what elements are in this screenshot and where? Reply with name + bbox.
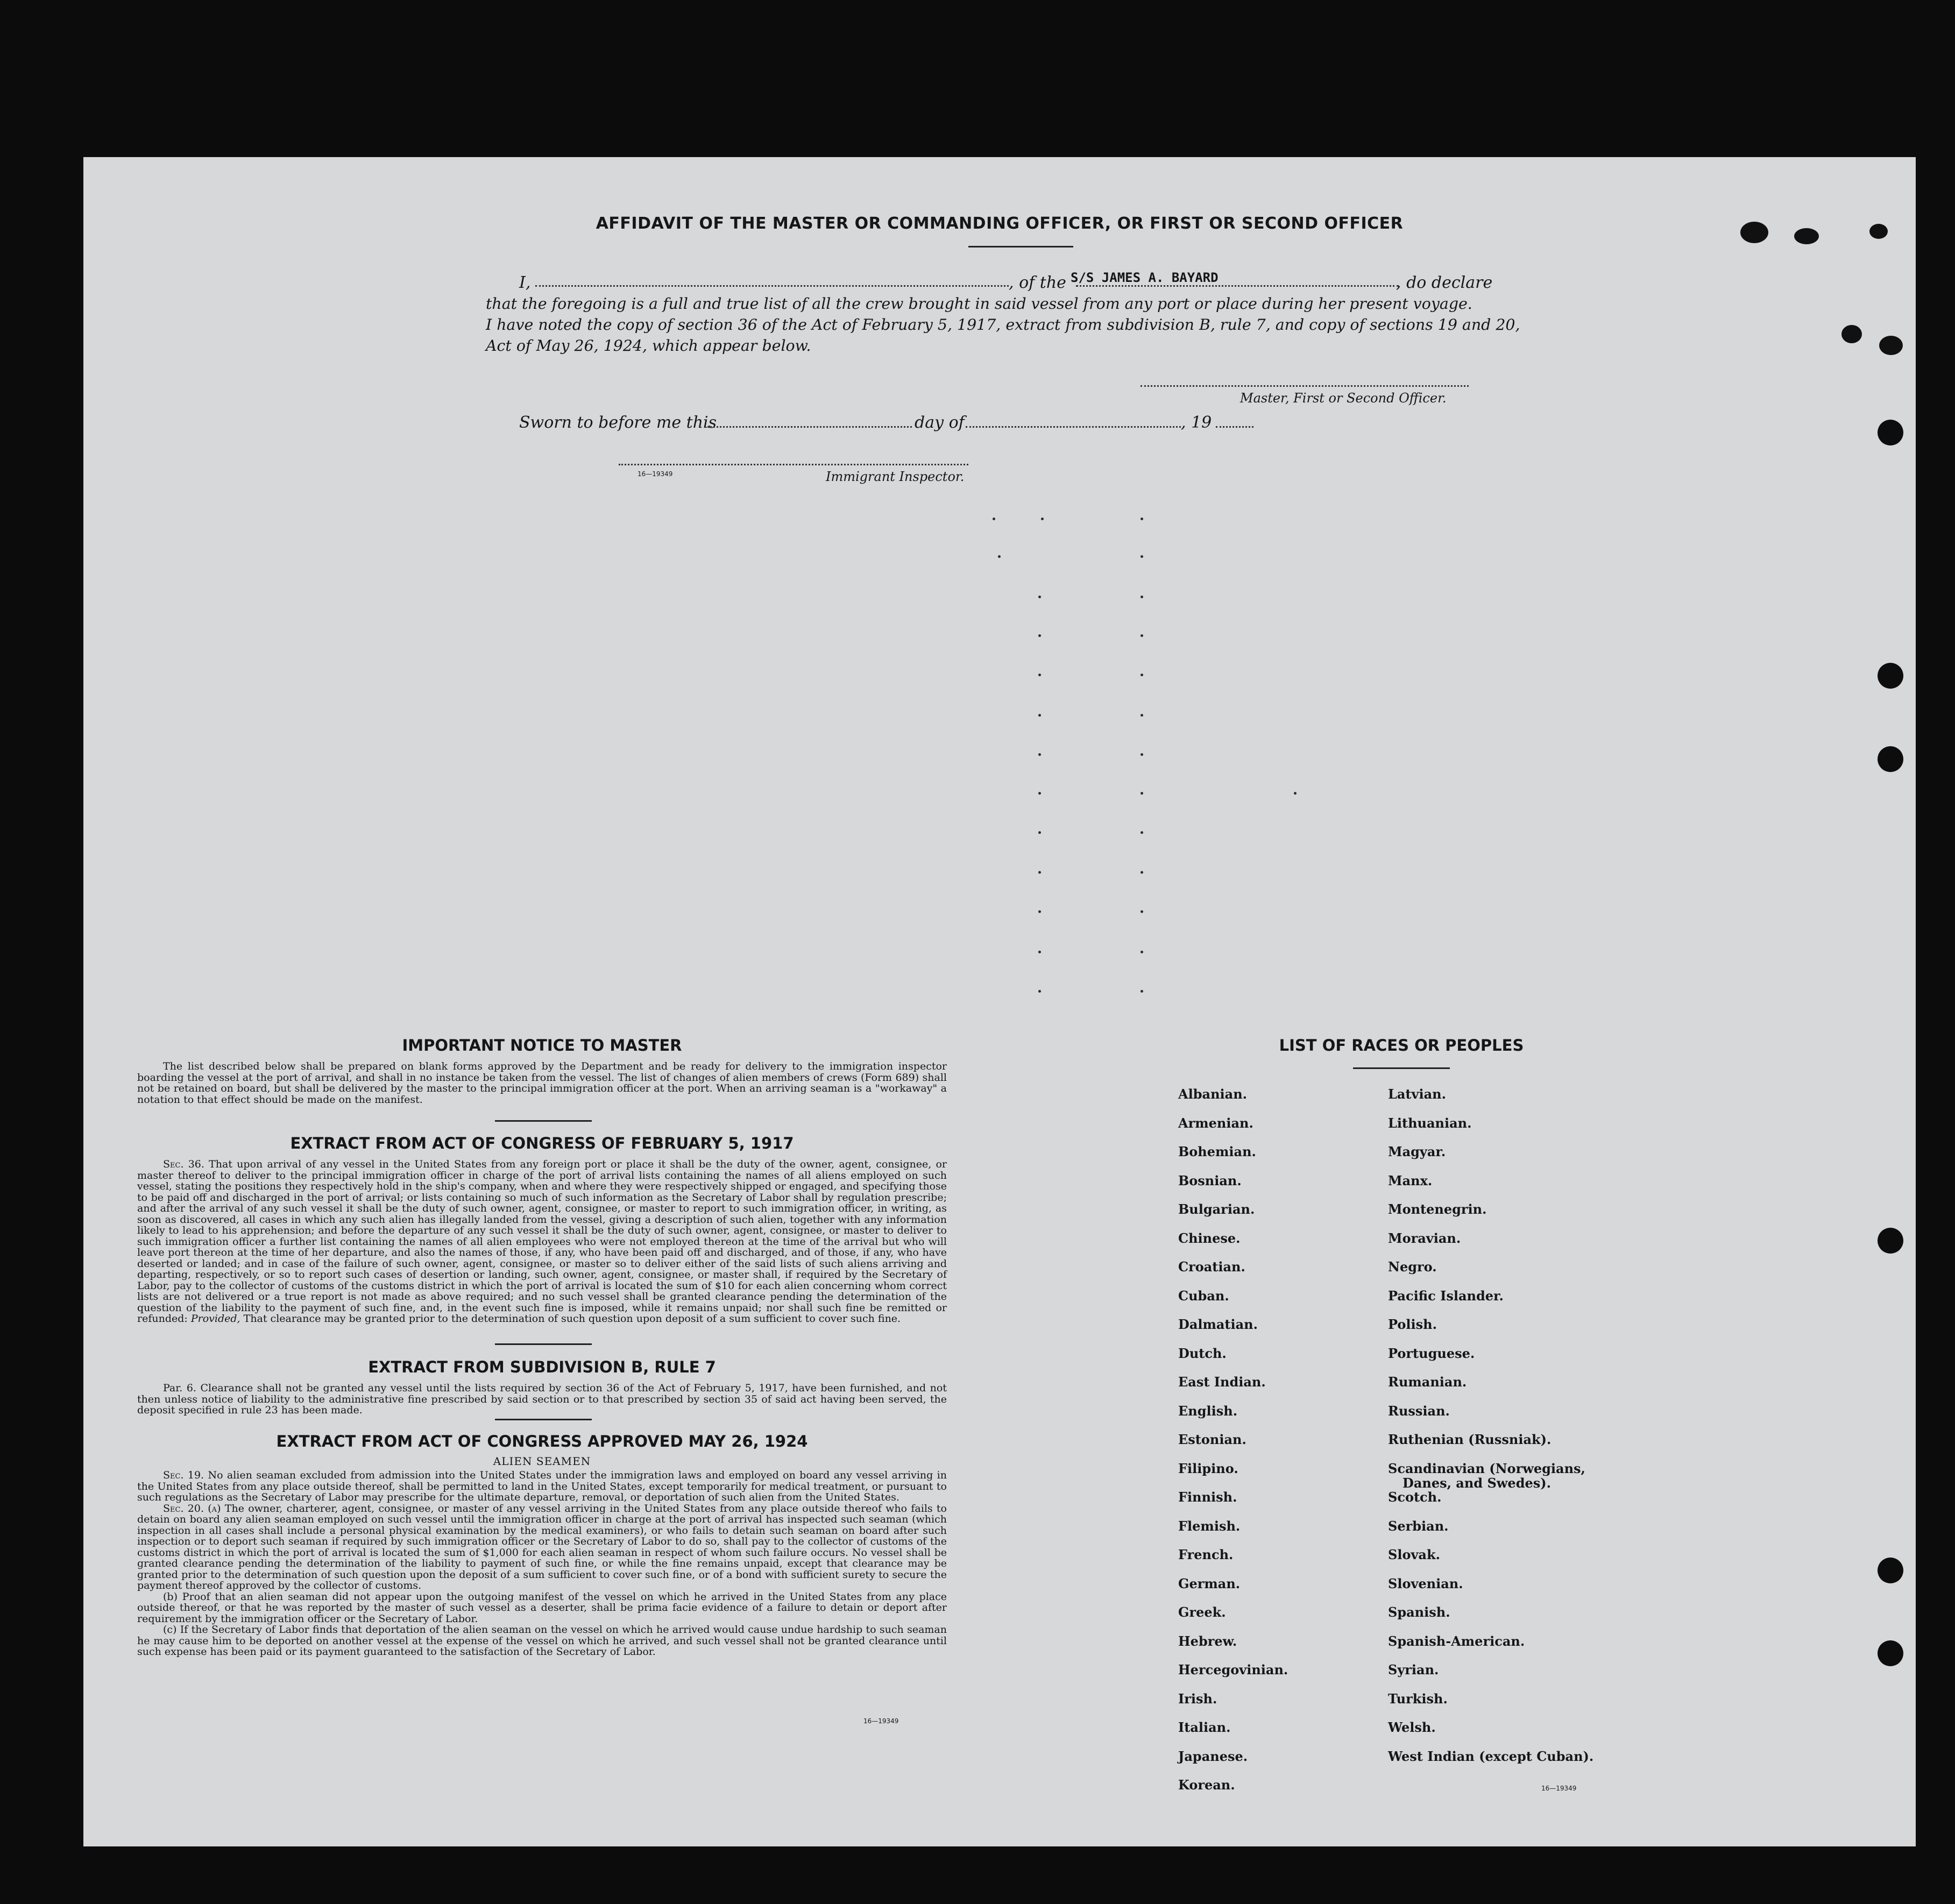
sworn-text: Sworn to before me this (519, 413, 717, 432)
stray-dot (1141, 518, 1143, 520)
stray-dot (993, 518, 995, 520)
race-item: Scotch. (1388, 1489, 1442, 1505)
race-item: Slovak. (1388, 1547, 1440, 1562)
section-rule (495, 1343, 592, 1345)
race-item: Turkish. (1388, 1690, 1448, 1707)
race-scandinavian-continued: Danes, and Swedes). (1402, 1475, 1551, 1491)
stray-dot (1038, 910, 1041, 913)
race-item: Bohemian. (1178, 1144, 1256, 1159)
races-rule (1353, 1067, 1450, 1069)
race-item: Montenegrin. (1388, 1201, 1487, 1217)
race-item: Hercegovinian. (1178, 1662, 1288, 1677)
race-item: Dalmatian. (1178, 1316, 1258, 1332)
sec-19 (137, 1470, 947, 1503)
sec-36-label: Sec. 36. (163, 1158, 204, 1170)
sec-19-text: No alien seaman excluded from admission into the United States under the immigration laws and employed on board any vessel arriving in the United States from any place outside thereof, shall be permitted to land in the United States, except temporarily for medical treatment, or pursuant to such regulations as the Secretary of Labor may prescribe for the ultimate departure, removal, or deportation of such alien from the United States. (137, 1469, 947, 1503)
stray-dot (1141, 871, 1143, 874)
inspector-signature-line[interactable] (619, 464, 968, 465)
stray-dot (1041, 518, 1044, 520)
rule-7-body: Par. 6. Clearance shall not be granted any vessel until the lists required by section 36 of the Act of February 5, 1917, have been furnished, and not then unless notice of liability to the administrative fine prescribed by said section or to that prescribed by section 35 of said act having been served, the deposit specified in rule 23 has been made. (137, 1382, 947, 1416)
race-item: Hebrew. (1178, 1633, 1237, 1649)
stray-dot (1038, 634, 1041, 637)
section-rule (495, 1419, 592, 1420)
binder-hole (1878, 1558, 1903, 1583)
sec-36-text: That upon arrival of any vessel in the United States from any foreign port or place it shall be the duty of the owner, agent, consignee, or master thereof to deliver to the principal immigration officer in charge of the port of arrival lists containing the names of all aliens employed on such vessel, stating the positions they respectively hold in the ship's company, when and where they were respectively shipped or engaged, and specifying those to be paid off and discharged in the port of arrival; or lists containing so much of such information as the Secretary of Labor shall by regulation prescribe; and after the arrival of any such vessel it shall be the duty of such owner, agent, consignee, or master to report to such immigration officer, in writing, as soon as discovered, all cases in which any such alien has illegally landed from the vessel, giving a description of such alien, together with any information likely to lead to his apprehension; and before the departure of any such vessel it shall be the duty of such owner, agent, consignee, or master to deliver to such immigration officer a further list containing the names of all alien employees who were not employed thereon at the time of the arrival but who will leave port thereon at the time of her departure, and also the names of those, if any, who have been paid off and discharged, and of those, if any, who have deserted or landed; and in case of the failure of such owner, agent, consignee, or master so to deliver either of the said lists of such aliens arriving and departing, respectively, or so to report such cases of desertion or landing, such owner, agent, consignee, or master shall, if required by the Secretary of Labor, pay to the collector of customs of the customs district in which the port of arrival is located the sum of $10 for each alien concerning whom correct lists are not delivered or a true report is not made as above required; and no such vessel shall be granted clearance pending the determination of the question of the liability to the payment of such fine, and, in the event such fine is imposed, while it remains unpaid; nor shall such fine be remitted or refunded: (137, 1158, 947, 1325)
sec-20a (137, 1503, 947, 1591)
signature-label: Master, First or Second Officer. (1240, 391, 1447, 406)
affidavit-line-4: Act of May 26, 1924, which appear below. (486, 337, 811, 355)
race-item: Irish. (1178, 1690, 1217, 1707)
stray-dot (1141, 990, 1143, 993)
affidavit-of-the: , of the (1009, 273, 1066, 292)
race-item: Filipino. (1178, 1460, 1238, 1476)
affidavit-i: I, (519, 273, 531, 292)
inspector-label: Immigrant Inspector. (826, 469, 965, 484)
races-title: LIST OF RACES OR PEOPLES (1279, 1036, 1524, 1054)
stray-dot (1038, 674, 1041, 676)
race-item: Ruthenian (Russniak). (1388, 1432, 1552, 1447)
stray-dot (1141, 634, 1143, 637)
race-item: Bosnian. (1178, 1172, 1242, 1188)
binder-hole (1878, 1640, 1903, 1666)
stray-dot (1141, 910, 1143, 913)
race-item: Portuguese. (1388, 1345, 1475, 1361)
stray-dot (1141, 792, 1143, 795)
extract-1917-title: EXTRACT FROM ACT OF CONGRESS OF FEBRUARY 5, 1917 (290, 1134, 794, 1152)
race-item: Greek. (1178, 1604, 1226, 1620)
race-item: Russian. (1388, 1403, 1450, 1419)
stray-dot (1038, 753, 1041, 756)
sec-20c: (c) If the Secretary of Labor finds that deportation of the alien seaman on the vessel on which he arrived would cause undue hardship to such seaman he may cause him to be deported on another vessel at the expense of the vessel on which he arrived, and such vessel shall not be granted clearance until such expense has been paid or its payment guaranteed to the satisfaction of the Secretary of Labor. (137, 1624, 947, 1658)
vessel-name[interactable]: S/S JAMES A. BAYARD (1071, 270, 1219, 285)
sworn-day-field[interactable] (707, 426, 912, 428)
binder-hole (1878, 746, 1903, 772)
stray-dot (1038, 951, 1041, 953)
sec-20-label: Sec. 20. (a) (163, 1502, 221, 1514)
signature-line[interactable] (1141, 385, 1469, 387)
stray-dot (1141, 831, 1143, 834)
race-item: Latvian. (1388, 1086, 1446, 1102)
stray-dot (1141, 596, 1143, 598)
sec-20b: (b) Proof that an alien seaman did not appear upon the outgoing manifest of the vessel on which he arrived in the United States from any place outside thereof, or that he was reported by the master of such vessel as a deserter, shall be prima facie evidence of a failure to detain or deport after requirement by the immigration officer or the Secretary of Labor. (137, 1590, 947, 1625)
extract-1917-body (137, 1159, 947, 1325)
notice-body: The list described below shall be prepared on blank forms approved by the Department and be ready for delivery to the immigration inspector boarding the vessel at the port of arrival, and shall in no instance be taken from the vessel. The list of changes of alien members of crews (Form 689) shall not be retained on board, but shall be delivered by the master to the principal immigration officer at the port. When an arriving seaman is a "workaway" a notation to that effect should be made on the manifest. (137, 1060, 947, 1106)
stray-dot (998, 555, 1001, 558)
extract-1924-body (137, 1470, 947, 1658)
stray-dot (1038, 871, 1041, 874)
ink-blot (1841, 325, 1862, 343)
race-item: Scandinavian (Norwegians, (1388, 1460, 1585, 1476)
year-prefix: , 19 (1181, 413, 1212, 432)
race-item: Armenian. (1178, 1115, 1253, 1131)
race-item: Slovenian. (1388, 1575, 1463, 1591)
stray-dot (1038, 596, 1041, 598)
race-item: Dutch. (1178, 1345, 1227, 1361)
stray-dot (1038, 831, 1041, 834)
stray-dot (1038, 792, 1041, 795)
title-rule (968, 246, 1073, 247)
form-number: 16—19349 (638, 470, 673, 478)
vessel-field-line (1076, 285, 1399, 287)
section-rule (495, 1120, 592, 1122)
race-item: Estonian. (1178, 1432, 1246, 1447)
binder-hole (1878, 663, 1903, 689)
stray-dot (1141, 951, 1143, 953)
sec-20a-text: The owner, charterer, agent, consignee, or master of any vessel arriving in the United States from any place outside thereof who fails to detain on board any alien seaman employed on such vessel until the immigration officer in charge at the port of arrival has inspected such seaman (which inspection in all cases shall include a personal physical examination by the medical examiners), or who fails to detain such seaman on board after such inspection or to deport such seaman if required by such immigration officer or the Secretary of Labor to do so, shall pay to the collector of customs of the customs district in which the port of arrival is located the sum of $1,000 for each alien seaman in respect of whom such failure occurs. No vessel shall be granted clearance pending the determination of the liability to payment of such fine, or while the fine remains unpaid, except that clearance may be granted prior to the determination of such question upon the deposit of a sum sufficient to cover such fine, or of a bond with sufficient surety to secure the payment thereof approved by the collector of customs. (137, 1502, 947, 1591)
race-item: German. (1178, 1575, 1241, 1591)
race-item: Bulgarian. (1178, 1201, 1255, 1217)
race-item: Croatian. (1178, 1259, 1245, 1275)
race-item: Chinese. (1178, 1230, 1241, 1246)
sec-36-text-end: That clearance may be granted prior to the determination of such question upon deposit of a sum sufficient to cover such fine. (243, 1313, 901, 1325)
affidavit-line-2: that the foregoing is a full and true list of all the crew brought in said vessel from any port or place during her present voyage. (486, 295, 1472, 313)
race-item: Welsh. (1388, 1719, 1436, 1735)
master-name-field[interactable] (535, 285, 1009, 287)
sworn-year-field[interactable] (1216, 426, 1253, 428)
day-of-label: day of (915, 413, 965, 432)
race-item: Spanish-American. (1388, 1633, 1525, 1649)
race-item: Albanian. (1178, 1086, 1247, 1102)
stray-dot (1141, 555, 1143, 558)
race-item: Magyar. (1388, 1144, 1446, 1159)
binder-hole (1878, 1228, 1903, 1254)
race-item: English. (1178, 1403, 1238, 1419)
provided-word: Provided, (190, 1313, 240, 1325)
race-item: East Indian. (1178, 1374, 1266, 1390)
race-item: Italian. (1178, 1719, 1231, 1735)
race-item: French. (1178, 1547, 1234, 1562)
race-item: Lithuanian. (1388, 1115, 1472, 1131)
race-item: Syrian. (1388, 1662, 1439, 1677)
race-item: Serbian. (1388, 1518, 1449, 1534)
race-item: Korean. (1178, 1777, 1235, 1793)
alien-seamen-subtitle: ALIEN SEAMEN (493, 1455, 591, 1468)
sworn-month-field[interactable] (966, 426, 1181, 428)
races-form-number: 16—19349 (1541, 1785, 1577, 1792)
form-number-bottom: 16—19349 (863, 1717, 899, 1725)
race-item: Japanese. (1178, 1748, 1248, 1764)
race-item: Cuban. (1178, 1287, 1229, 1304)
binder-hole (1878, 420, 1903, 445)
race-item: West Indian (except Cuban). (1388, 1748, 1594, 1764)
race-item: Negro. (1388, 1259, 1437, 1275)
race-item: Pacific Islander. (1388, 1287, 1504, 1304)
affidavit-line-3: I have noted the copy of section 36 of the Act of February 5, 1917, extract from subdivision B, rule 7, and copy of sections 19 and 20, (486, 316, 1520, 334)
stray-dot (1141, 753, 1143, 756)
extract-1924-title: EXTRACT FROM ACT OF CONGRESS APPROVED MAY 26, 1924 (276, 1432, 808, 1450)
notice-title: IMPORTANT NOTICE TO MASTER (402, 1036, 682, 1054)
stray-dot (1294, 792, 1297, 795)
stray-dot (1141, 714, 1143, 717)
race-item: Manx. (1388, 1172, 1433, 1188)
ink-blot (1879, 336, 1903, 355)
race-item: Rumanian. (1388, 1374, 1467, 1390)
rule-7-title: EXTRACT FROM SUBDIVISION B, RULE 7 (368, 1358, 716, 1376)
race-item: Polish. (1388, 1316, 1437, 1332)
race-item: Finnish. (1178, 1489, 1237, 1505)
document-page (83, 157, 1916, 1846)
stray-dot (1038, 714, 1041, 717)
stray-dot (1038, 990, 1041, 993)
stray-dot (1141, 674, 1143, 676)
affidavit-declare: , do declare (1396, 273, 1493, 292)
race-item: Flemish. (1178, 1518, 1241, 1534)
sec-19-label: Sec. 19. (163, 1469, 204, 1481)
affidavit-title: AFFIDAVIT OF THE MASTER OR COMMANDING OFFICER, OR FIRST OR SECOND OFFICER (596, 214, 1404, 233)
race-item: Moravian. (1388, 1230, 1461, 1246)
race-item: Spanish. (1388, 1604, 1450, 1620)
